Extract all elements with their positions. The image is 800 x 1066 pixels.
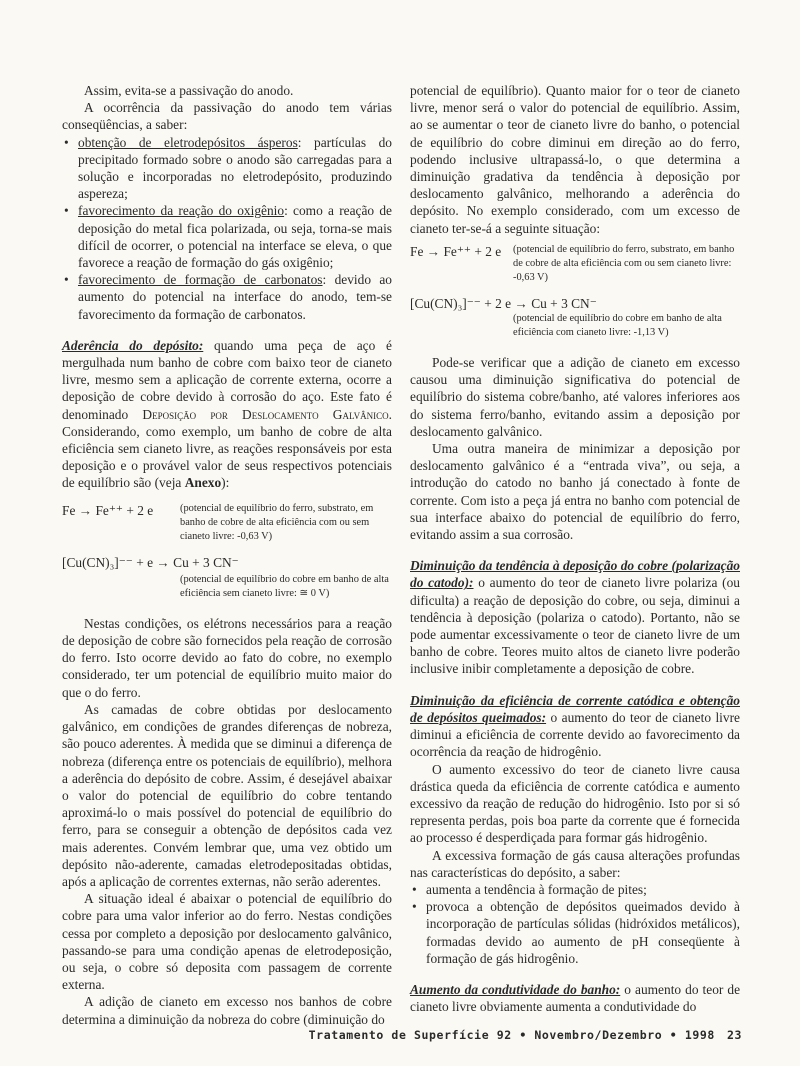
list-item-head: obtenção de eletrodepósitos ásperos xyxy=(78,134,298,150)
section-heading: Aumento da condutividade do banho: xyxy=(410,981,621,997)
paragraph: A situação ideal é abaixar o potencial de equilíbrio do cobre para uma valor inferior ao do ferro. Nestas condições cessa por completo a deposição por deslocamento galvânico, passando-se para uma condição apenas de eletrodeposição, ou seja, o cobre só deposita com passagem de corrente externa. xyxy=(62,891,392,993)
paragraph: Nestas condições, os elétrons necessários para a reação de deposição de cobre são fornecidos pela reação de corrosão do ferro. Isto ocorre devido ao fato do cobre, no exemplo considerado, ter um potencial de equilíbrio muito maior do que o do ferro. xyxy=(62,615,392,700)
right-column xyxy=(410,82,740,1015)
list-item-head: favorecimento de formação de carbonatos xyxy=(78,272,323,288)
list-item: • provoca a obtenção de depósitos queimados devido à incorporação de partículas sólidas (hidróxidos metálicos), formadas devido ao aumento de pH conseqüente à formação de gás hidrogênio. xyxy=(426,898,740,967)
section-heading: Aderência do depósito: xyxy=(62,337,204,353)
section-heading: Diminuição da eficiência de corrente catódica e obtenção de depósitos queimados: xyxy=(410,692,740,725)
paragraph: Assim, evita-se a passivação do anodo. xyxy=(84,83,294,98)
paragraph: A adição de cianeto em excesso nos banhos de cobre determina a diminuição da nobreza do cobre (diminuição do xyxy=(62,994,392,1027)
annex-ref: Anexo xyxy=(184,475,222,491)
list-item xyxy=(78,202,392,271)
equation-note: (potencial de equilíbrio do cobre em banho de alta eficiência sem cianeto livre: ≅ 0 V) xyxy=(180,573,389,599)
journal-info: Tratamento de Superfície 92 • Novembro/Dezembro • 1998 xyxy=(308,1028,715,1042)
list-item-text: : como a reação de deposição do metal fica polarizada, ou seja, torna-se mais difícil de ocorrer, o potencial na interface se eleva, o que favorece a reação de formação do gás oxigênio; xyxy=(78,203,392,271)
section-heading: Diminuição da tendência à deposição do cobre (polarização do catodo): xyxy=(410,558,740,591)
paragraph: A ocorrência da passivação do anodo tem várias conseqüências, a saber: xyxy=(62,100,392,133)
section-condutividade: Aumento da condutividade do banho: o aumento do teor de cianeto livre obviamente aumenta a condutividade do xyxy=(410,981,741,1015)
equation-lhs: [Cu(CN)₃]⁻⁻ + 2 e → Cu + 3 CN⁻ xyxy=(410,295,597,311)
equation-copper xyxy=(410,295,740,340)
list-item-text: : partículas do precipitado formado sobre o anodo são carregadas para a solução e incorporadas no eletrodepósito, produzindo aspereza; xyxy=(78,134,392,202)
paragraph: A excessiva formação de gás causa alterações profundas nas características do depósito, a saber: xyxy=(410,847,740,880)
term-small-caps: Deposição por Deslocamento Galvânico xyxy=(142,406,389,422)
equation-copper xyxy=(62,554,392,601)
paragraph: Uma outra maneira de minimizar a deposição por deslocamento galvânico é a “entrada viva”, ou seja, a introdução do catodo no banho já conectado à fonte de corrente. Com isto a peça já entra no banho com potencial de sua interface abaixo do potencial de equilíbrio do ferro, evitando assim a sua corrosão. xyxy=(410,441,740,543)
list-item-text: : devido ao aumento do potencial na interface do anodo, tem-se favorecimento da formação de carbonatos. xyxy=(78,272,392,322)
section-aderencia: Aderência do depósito: quando uma peça de aço é mergulhada num banho de cobre com baixo teor de cianeto livre, mesmo sem a aplicação de corrente externa, ocorre a deposição de cobre devido à corrosão do aço. Este fato é denominado Deposição por Deslocamento Galvânico. Considerando, como exemplo, um banho de cobre de alta eficiência sem cianeto livre, as reações responsáveis por esta deposição e o provável valor de seus respectivos potenciais de equilíbrio são (veja Anexo): xyxy=(62,337,392,491)
list-item-head: favorecimento da reação do oxigênio xyxy=(78,203,285,219)
equation-note: (potencial de equilíbrio do ferro, substrato, em banho de cobre de alta eficiência com ou sem cianeto livre: -0,63 V) xyxy=(513,243,735,283)
section-eficiencia: Diminuição da eficiência de corrente catódica e obtenção de depósitos queimados: o aumento do teor de cianeto livre diminui a eficiência de corrente devido ao favorecimento da ocorrência da reação de hidrogênio. xyxy=(410,692,740,760)
list-item xyxy=(78,271,392,323)
paragraph: As camadas de cobre obtidas por deslocamento galvânico, em condições de grandes diferenças de nobreza, são pouco aderentes. À medida que se diminui a diferença de nobreza (diferença entre os potenciais de equilíbrio), melhora a aderência do depósito de cobre. Assim, é desejável abaixar o valor do potencial de equilíbrio do cobre tentando aproximá-lo o mais possível do potencial de equilíbrio do ferro, para se conseguir a obtenção de depósitos cada vez mais aderentes. Convém lembrar que, uma vez obtido um depósito não-aderente, camadas eletrodepositadas obtidas, após a aplicação de correntes externas, não serão aderentes. xyxy=(62,701,392,889)
equation-lhs: Fe → Fe⁺⁺ + 2 e xyxy=(410,243,502,259)
equation-lhs: [Cu(CN)₃]⁻⁻ + e → Cu + 3 CN⁻ xyxy=(62,554,239,570)
left-column xyxy=(62,82,392,1028)
paragraph: O aumento excessivo do teor de cianeto livre causa drástica queda da eficiência de corrente catódica e aumento excessivo da reação de redução do hidrogênio. Isto por si só representa perdas, pois boa parte da corrente que é fornecida ao processo é desperdiçada para formar gás hidrogênio. xyxy=(410,761,740,846)
page-number: 23 xyxy=(726,1028,742,1042)
equation-iron xyxy=(62,502,392,544)
page-footer xyxy=(309,1028,742,1042)
list-item: • aumenta a tendência à formação de pites; xyxy=(426,881,740,898)
effects-list xyxy=(410,881,740,967)
paragraph: potencial de equilíbrio). Quanto maior for o teor de cianeto livre, menor será o valor do potencial de equilíbrio. Assim, ao se aumentar o teor de cianeto livre do banho, o potencial de equilíbrio do cobre diminui em direção ao do ferro, podendo inclusive ultrapassá-lo, o que determina a diminuição gradativa da tendência à deposição por deslocamento galvânico, melhorando a aderência do depósito. No exemplo considerado, com um excesso de cianeto ter-se-á a seguinte situação: xyxy=(410,83,740,236)
section-polarizacao: Diminuição da tendência à deposição do cobre (polarização do catodo): o aumento do teor de cianeto livre polariza (ou dificulta) a reação de deposição do cobre, ou seja, diminui a tendência à deposição (polariza o catodo). Portanto, não se pode aumentar excessivamente o teor de cianeto livre de um banho de cobre. Teores muito altos de cianeto livre poderão inclusive inibir completamente a deposição de cobre. xyxy=(410,558,740,677)
consequences-list xyxy=(62,134,392,323)
equation-note: (potencial de equilíbrio do cobre em banho de alta eficiência com cianeto livre: -1,13 V) xyxy=(513,313,722,339)
equation-lhs: Fe → Fe⁺⁺ + 2 e xyxy=(62,502,154,518)
paragraph: Pode-se verificar que a adição de cianeto em excesso causou uma diminuição significativa do potencial de equilíbrio do sistema cobre/banho, até valores inferiores aos do sistema ferro/banho, evitando assim a deposição por deslocamento galvânico. xyxy=(410,355,740,439)
equation-iron xyxy=(410,243,740,285)
equation-note: (potencial de equilíbrio do ferro, substrato, em banho de cobre de alta eficiência com ou sem cianeto livre: -0,63 V) xyxy=(180,502,374,542)
list-item xyxy=(78,134,392,203)
